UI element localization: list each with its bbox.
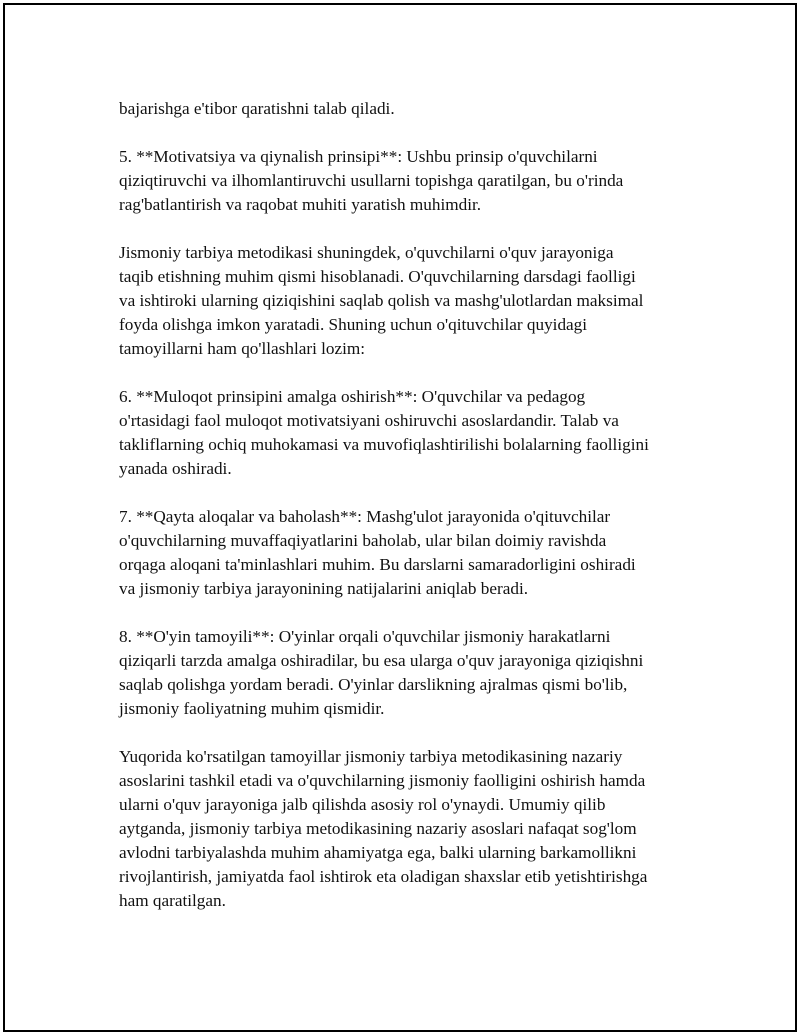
text-line: asoslarini tashkil etadi va o'quvchilarning jismoniy faolligini oshirish hamda — [119, 771, 646, 790]
text-line: rivojlantirish, jamiyatda faol ishtirok eta oladigan shaxslar etib yetishtirishga — [119, 867, 648, 886]
text-line: va jismoniy tarbiya jarayonining natijalarini aniqlab beradi. — [119, 579, 529, 598]
paragraph-principle-8 — [119, 625, 719, 721]
text-line: takliflarning ochiq muhokamasi va muvofiqlashtirilishi bolalarning faolligini — [119, 435, 649, 454]
text-line: 8. **O'yin tamoyili**: O'yinlar orqali o'quvchilar jismoniy harakatlarni — [119, 627, 611, 646]
text-line: yanada oshiradi. — [119, 459, 232, 478]
text-line: bajarishga e'tibor qaratishni talab qiladi. — [119, 99, 395, 118]
document-body — [119, 97, 719, 937]
paragraph-principle-7 — [119, 505, 719, 601]
paragraph-methodology — [119, 241, 719, 361]
paragraph-principle-5 — [119, 145, 719, 217]
text-line: 7. **Qayta aloqalar va baholash**: Mashg'ulot jarayonida o'qituvchilar — [119, 507, 611, 526]
text-line: qiziqtiruvchi va ilhomlantiruvchi usullarni topishga qaratilgan, bu o'rinda — [119, 171, 624, 190]
text-line: ularni o'quv jarayoniga jalb qilishda asosiy rol o'ynaydi. Umumiy qilib — [119, 795, 606, 814]
text-line: orqaga aloqani ta'minlashlari muhim. Bu darslarni samaradorligini oshiradi — [119, 555, 636, 574]
text-line: foyda olishga imkon yaratadi. Shuning uchun o'qituvchilar quyidagi — [119, 315, 588, 334]
text-line: qiziqarli tarzda amalga oshiradilar, bu esa ularga o'quv jarayoniga qiziqishni — [119, 651, 644, 670]
text-line: va ishtiroki ularning qiziqishini saqlab qolish va mashg'ulotlardan maksimal — [119, 291, 644, 310]
text-line: o'rtasidagi faol muloqot motivatsiyani oshiruvchi asoslardandir. Talab va — [119, 411, 619, 430]
paragraph-conclusion — [119, 745, 719, 913]
text-line: 6. **Muloqot prinsipini amalga oshirish**: O'quvchilar va pedagog — [119, 387, 586, 406]
paragraph-principle-6 — [119, 385, 719, 481]
text-line: Yuqorida ko'rsatilgan tamoyillar jismoniy tarbiya metodikasining nazariy — [119, 747, 623, 766]
text-line: aytganda, jismoniy tarbiya metodikasining nazariy asoslari nafaqat sog'lom — [119, 819, 637, 838]
text-line: rag'batlantirish va raqobat muhiti yaratish muhimdir. — [119, 195, 482, 214]
text-line: o'quvchilarning muvaffaqiyatlarini baholab, ular bilan doimiy ravishda — [119, 531, 607, 550]
text-line: saqlab qolishga yordam beradi. O'yinlar darslikning ajralmas qismi bo'lib, — [119, 675, 628, 694]
text-line: jismoniy faoliyatning muhim qismidir. — [119, 699, 385, 718]
text-line: avlodni tarbiyalashda muhim ahamiyatga ega, balki ularning barkamollikni — [119, 843, 637, 862]
text-line: ham qaratilgan. — [119, 891, 226, 910]
text-line: Jismoniy tarbiya metodikasi shuningdek, o'quvchilarni o'quv jarayoniga — [119, 243, 614, 262]
text-line: 5. **Motivatsiya va qiynalish prinsipi**: Ushbu prinsip o'quvchilarni — [119, 147, 598, 166]
page-frame — [3, 3, 797, 1032]
text-line: taqib etishning muhim qismi hisoblanadi. O'quvchilarning darsdagi faolligi — [119, 267, 636, 286]
paragraph-intro-continuation — [119, 97, 719, 121]
text-line: tamoyillarni ham qo'llashlari lozim: — [119, 339, 366, 358]
